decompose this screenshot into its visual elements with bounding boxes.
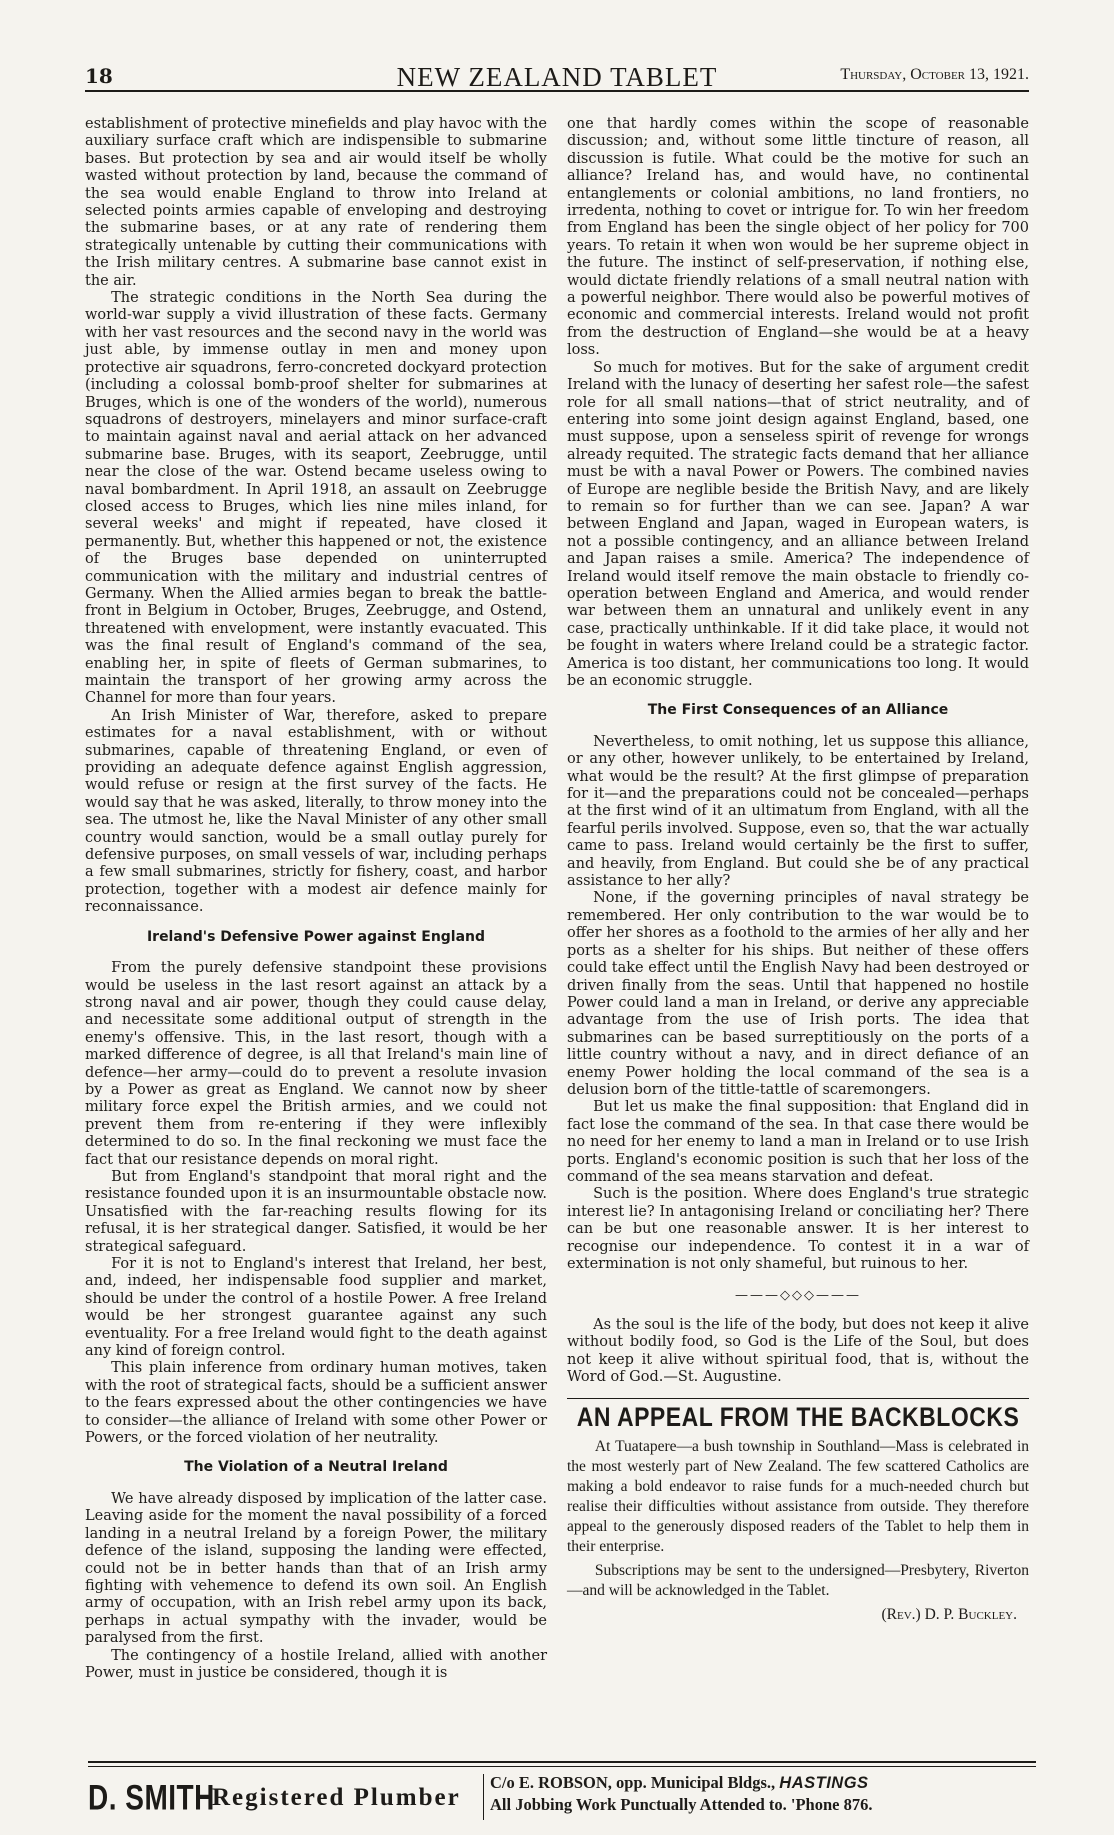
paragraph: establishment of protective minefields and play havoc with the auxiliary surface craft which are indispensible to submarine bases. But protection by sea and air would itself be wholly wasted without protection by land, because the command of the sea would enable England to throw into Ireland at selected points armies capable of enveloping and destroying the submarine bases, or at any rate of rendering them strategically untenable by cutting their communications with the Irish military centres. A submarine base cannot exist in the air. bbox=[85, 116, 547, 289]
advertiser-name: D. SMITH bbox=[88, 1778, 215, 1817]
right-column bbox=[567, 116, 1029, 1625]
paragraph: Such is the position. Where does England's true strategic interest lie? In antagonising Ireland or conciliating her? There can be but one reasonable answer. It is her interest to recognise our independence. To contest it in a war of extermination is not only shameful, but ruinous to her. bbox=[567, 1186, 1029, 1272]
appeal-paragraph: At Tuatapere—a bush township in Southland—Mass is celebrated in the most westerly part of New Zealand. The few scattered Catholics are making a bold endeavor to raise funds for a much-needed church but realise their difficulties without assistance from outside. They therefore appeal to the generously disposed readers of the Tablet to help them in their enterprise. bbox=[567, 1437, 1029, 1555]
appeal-title: AN APPEAL FROM THE BACKBLOCKS bbox=[576, 1402, 1020, 1433]
paragraph: But let us make the final supposition: that England did in fact lose the command of the sea. In that case there would be no need for her enemy to land a man in Ireland or to use Irish ports. England's economic position is such that her loss of the command of the sea means starvation and defeat. bbox=[567, 1099, 1029, 1185]
page-header bbox=[85, 50, 1029, 92]
masthead: NEW ZEALAND TABLET bbox=[396, 62, 718, 92]
footer-rule bbox=[88, 1761, 1036, 1763]
appeal-block bbox=[567, 1437, 1029, 1625]
paragraph: None, if the governing principles of naval strategy be remembered. Her only contribution to the war would be to offer her shores as a foothold to the armies of her ally and her ports as a shelter for his ships. But neither of these offers could take effect until the English Navy had been destroyed or driven finally from the seas. Until that happened no hostile Power could land a man in Ireland, or derive any appreciable advantage from the use of Irish ports. The idea that submarines can be based surreptitiously on the ports of a little country without a navy, and in direct defiance of an enemy Power holding the local command of the sea is a delusion born of the tittle-tattle of scaremongers. bbox=[567, 890, 1029, 1098]
ad-town: HASTINGS bbox=[779, 1774, 869, 1792]
paragraph: From the purely defensive standpoint these provisions would be useless in the last resort against an attack by a strong naval and air power, though they could cause delay, and necessitate some additional output of strength in the enemy's offensive. This, in the last resort, though with a marked difference of degree, is all that Ireland's main line of defence—her army—could do to prevent a resolute invasion by a Power as great as England. We cannot now by sheer military force expel the British armies, and we could not prevent them from re-entering if they were inflexibly determined to do so. In the final reckoning we must face the fact that our resistance depends on moral right. bbox=[85, 960, 547, 1168]
appeal-paragraph: Subscriptions may be sent to the undersigned—Presbytery, Riverton—and will be acknowledged in the Tablet. bbox=[567, 1561, 1029, 1599]
ad-address-text: C/o E. ROBSON, opp. Municipal Bldgs., bbox=[490, 1773, 776, 1792]
section-heading: Ireland's Defensive Power against England bbox=[146, 928, 486, 945]
paragraph: We have already disposed by implication of the latter case. Leaving aside for the moment the naval possibility of a forced landing in a neutral Ireland by a foreign Power, the military defence of the island, supposing the landing were effected, could not be in better hands than that of an Irish army fighting with vehemence to defend its own soil. An English army of occupation, with an Irish rebel army upon its back, perhaps in actual sympathy with the invader, would be paralysed from the first. bbox=[85, 1490, 547, 1647]
divider bbox=[567, 1398, 1029, 1399]
advertiser-trade: Registered Plumber bbox=[212, 1784, 461, 1811]
ad-address bbox=[490, 1773, 869, 1793]
paragraph: Nevertheless, to omit nothing, let us suppose this alliance, or any other, however unlikely, to be entertained by Ireland, what would be the result? At the first glimpse of preparation for it—and the preparations could not be concealed—perhaps at the first wind of it an ultimatum from England, with all the fearful perils involved. Suppose, even so, that the war actually came to pass. Ireland would certainly be the first to suffer, and heavily, from England. But could she be of any practical assistance to her ally? bbox=[567, 733, 1029, 890]
left-column bbox=[85, 116, 547, 1682]
quote-text: As the soul is the life of the body, but does not keep it alive without bodily food, so God is the Life of the Soul, but does not keep it alive without spiritual food, that is, without the Word of God.—St. Augustine. bbox=[567, 1316, 1029, 1386]
paragraph: For it is not to England's interest that Ireland, her best, and, indeed, her indispensable food supplier and market, should be under the control of a hostile Power. A free Ireland would be her strongest guarantee against any such eventuality. For a free Ireland would fight to the death against any kind of foreign control. bbox=[85, 1256, 547, 1360]
issue-date: Thursday, October 13, 1921. bbox=[840, 66, 1029, 83]
quote-block bbox=[567, 1317, 1029, 1387]
section-heading: The Violation of a Neutral Ireland bbox=[184, 1459, 448, 1476]
paragraph: The strategic conditions in the North Sea during the world-war supply a vivid illustration of these facts. Germany with her vast resources and the second navy in the world was just able, by immense outlay in men and money upon protective air squadrons, ferro-concreted dockyard protection (including a colossal bomb-proof shelter for submarines at Bruges, which is one of the wonders of the world), numerous squadrons of destroyers, minelayers and minor surface-craft to maintain against naval and aerial attack on her advanced submarine base. Bruges, with its seaport, Zeebrugge, until near the close of the war. Ostend became useless owing to naval bombardment. In April 1918, an assault on Zeebrugge closed access to Bruges, which lies nine miles inland, for several weeks' and might if repeated, have closed it permanently. But, whether this happened or not, the existence of the Bruges base depended on uninterrupted communication with the military and industrial centres of Germany. When the Allied armies began to break the battle-front in Belgium in October, Bruges, Zeebrugge, and Ostend, threatened with envelopment, were instantly evacuated. This was the final result of England's command of the sea, enabling her, in spite of fleets of German submarines, to maintain the transport of her growing army across the Channel for more than four years. bbox=[85, 290, 547, 707]
ad-tagline: All Jobbing Work Punctually Attended to. 'Phone 876. bbox=[490, 1795, 873, 1814]
paragraph: So much for motives. But for the sake of argument credit Ireland with the lunacy of deserting her safest role—the safest role for all small nations—that of strict neutrality, and of entering into some joint design against England, based, one must suppose, upon a senseless spirit of revenge for wrongs already requited. The strategic facts demand that her alliance must be with a naval Power or Powers. The combined navies of Europe are neglible beside the British Navy, and are likely to remain so for further than we can see. Japan? A war between England and Japan, waged in European waters, is not a possible contingency, and an alliance between Ireland and Japan raises a smile. America? The independence of Ireland would itself remove the main obstacle to friendly co-operation between England and America, and would render war between them an unnatural and unlikely event in any case, practically unthinkable. If it did take place, it would not be fought in waters where Ireland could be a strategic factor. America is too distant, her communications too long. It would be an economic struggle. bbox=[567, 359, 1029, 689]
section-heading: The First Consequences of an Alliance bbox=[647, 702, 949, 719]
paragraph: But from England's standpoint that moral right and the resistance founded upon it is an insurmountable obstacle now. Unsatisfied with the far-reaching results flowing for its refusal, it is her strategical danger. Satisfied, it would be her strategical safeguard. bbox=[85, 1168, 547, 1255]
ornament-divider: ———◇◇◇——— bbox=[735, 1288, 861, 1304]
paragraph: An Irish Minister of War, therefore, asked to prepare estimates for a naval establishment, with or without submarines, capable of threatening England, or even of providing an adequate defence against English aggression, would refuse or resign at the first survey of the facts. He would say that he was asked, literally, to throw money into the sea. The utmost he, like the Naval Minister of any other small country would sanction, would be a small outlay purely for defensive purposes, on small vessels of war, including perhaps a few small submarines, strictly for fishery, coast, and harbor protection, together with a modest air defence mainly for reconnaissance. bbox=[85, 707, 547, 916]
page-number: 18 bbox=[85, 64, 113, 88]
paragraph: This plain inference from ordinary human motives, taken with the root of strategical facts, should be a sufficient answer to the fears expressed about the other contingencies we have to consider—the alliance of Ireland with some other Power or Powers, or the forced violation of her neutrality. bbox=[85, 1360, 547, 1447]
footer-rule bbox=[88, 1766, 1036, 1767]
ad-separator bbox=[483, 1774, 484, 1820]
advertisement bbox=[88, 1770, 1036, 1824]
paragraph: one that hardly comes within the scope of reasonable discussion; and, without some little tincture of reason, all discussion is futile. What could be the motive for such an alliance? Ireland has, and would have, no continental entanglements or colonial ambitions, no land frontiers, no irredenta, nothing to covet or intrigue for. To win her freedom from England has been the single object of her policy for 700 years. To retain it when won would be her supreme object in the future. The instinct of self-preservation, if nothing else, would dictate friendly relations of a small neutral nation with a powerful neighbor. There would also be powerful motives of economic and commercial interests. Ireland would not profit from the destruction of England—she would be at a heavy loss. bbox=[567, 116, 1029, 359]
paragraph: The contingency of a hostile Ireland, allied with another Power, must in justice be considered, though it is bbox=[85, 1647, 547, 1681]
appeal-signature: (Rev.) D. P. Buckley. bbox=[881, 1605, 1017, 1623]
